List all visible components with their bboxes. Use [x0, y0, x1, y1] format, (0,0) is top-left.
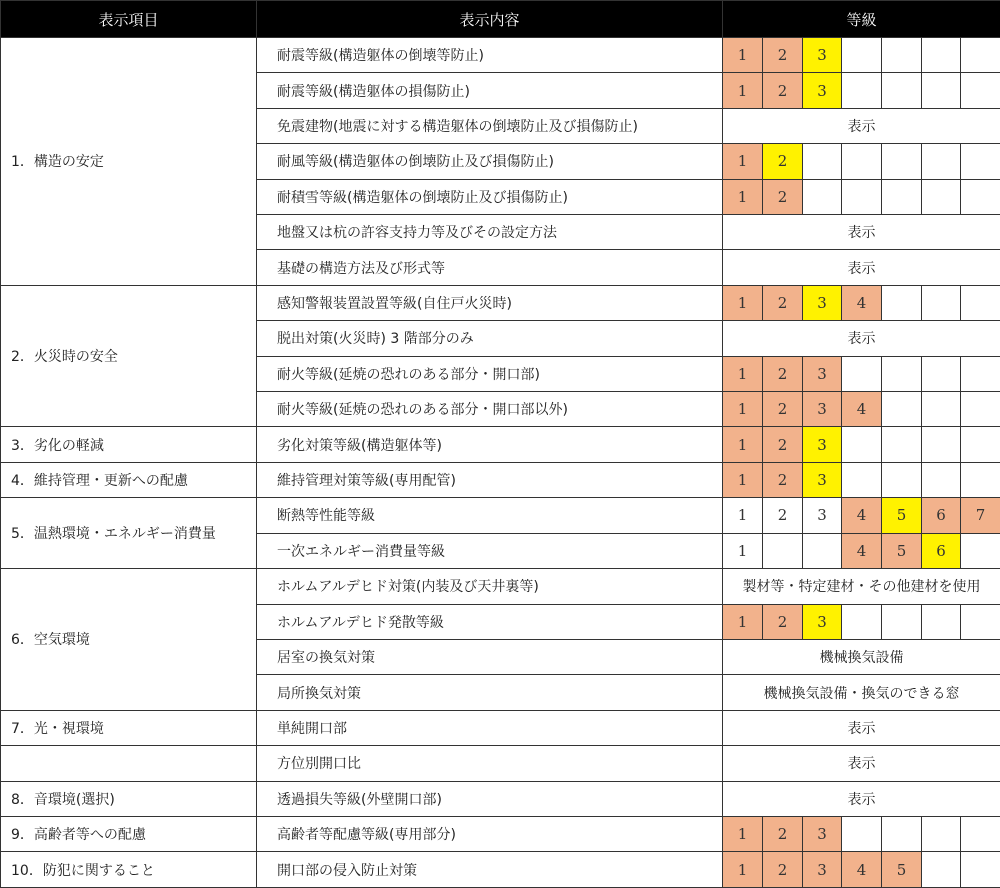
grade-cell-3: 3	[803, 427, 842, 462]
category-label: 10．防犯に関すること	[11, 862, 155, 879]
grade-cell-1: 1	[723, 816, 763, 851]
grade-cell-5	[882, 462, 922, 497]
content-cell: 耐火等級(延焼の恐れのある部分・開口部以外)	[257, 392, 723, 427]
grade-cell-4: 4	[842, 392, 882, 427]
grade-cell-5: 5	[882, 498, 922, 533]
grade-cell-5	[882, 816, 922, 851]
category-cell	[1, 746, 257, 781]
grade-cell-1: 1	[723, 38, 763, 73]
display-cell: 機械換気設備	[723, 639, 1000, 674]
content-cell: 脱出対策(火災時) 3 階部分のみ	[257, 321, 723, 356]
grade-cell-6	[922, 852, 961, 888]
grade-cell-6	[922, 604, 961, 639]
display-cell: 表示	[723, 746, 1000, 781]
category-label: 4．維持管理・更新への配慮	[11, 473, 188, 490]
grade-cell-1: 1	[723, 392, 763, 427]
grade-cell-7	[961, 852, 1000, 888]
display-cell: 機械換気設備・換気のできる窓	[723, 675, 1000, 710]
table-row	[1, 816, 1000, 851]
grade-cell-1: 1	[723, 144, 763, 179]
grade-cell-7	[961, 285, 1000, 320]
grade-cell-6	[922, 285, 961, 320]
category-label: 6．空気環境	[11, 632, 90, 649]
grade-cell-2: 2	[763, 144, 803, 179]
grade-cell-6	[922, 816, 961, 851]
grade-cell-4	[842, 462, 882, 497]
grade-cell-6	[922, 462, 961, 497]
grade-cell-5	[882, 179, 922, 214]
grade-cell-5	[882, 427, 922, 462]
grade-cell-6	[922, 38, 961, 73]
content-cell: 基礎の構造方法及び形式等	[257, 250, 723, 285]
grade-cell-7	[961, 533, 1000, 568]
header-content: 表示内容	[257, 1, 723, 38]
grade-cell-3: 3	[803, 604, 842, 639]
table-row	[1, 38, 1000, 73]
grade-cell-2: 2	[763, 356, 803, 391]
grade-cell-5	[882, 285, 922, 320]
grade-cell-2: 2	[763, 73, 803, 108]
content-cell: 方位別開口比	[257, 746, 723, 781]
grade-cell-6	[922, 427, 961, 462]
grade-cell-5	[882, 392, 922, 427]
content-cell: 開口部の侵入防止対策	[257, 852, 723, 888]
grade-cell-4	[842, 144, 882, 179]
table-row	[1, 285, 1000, 320]
display-cell: 表示	[723, 710, 1000, 745]
table-row	[1, 569, 1000, 604]
grade-cell-1: 1	[723, 852, 763, 888]
content-cell: 局所換気対策	[257, 675, 723, 710]
content-cell: 地盤又は杭の許容支持力等及びその設定方法	[257, 215, 723, 250]
grade-cell-5	[882, 356, 922, 391]
grade-cell-1: 1	[723, 73, 763, 108]
content-cell: 耐積雪等級(構造躯体の倒壊防止及び損傷防止)	[257, 179, 723, 214]
grade-cell-4: 4	[842, 498, 882, 533]
table-row	[1, 498, 1000, 533]
table-row	[1, 746, 1000, 781]
content-cell: 免震建物(地震に対する構造躯体の倒壊防止及び損傷防止)	[257, 108, 723, 143]
grade-cell-3: 3	[803, 38, 842, 73]
grade-cell-1: 1	[723, 604, 763, 639]
header-row	[1, 1, 1000, 38]
content-cell: 居室の換気対策	[257, 639, 723, 674]
grade-cell-6	[922, 392, 961, 427]
grade-cell-1: 1	[723, 356, 763, 391]
category-cell	[1, 498, 257, 569]
category-cell	[1, 427, 257, 462]
category-cell	[1, 852, 257, 888]
grade-cell-4	[842, 73, 882, 108]
header-grade: 等級	[723, 1, 1000, 38]
table-row	[1, 427, 1000, 462]
grade-cell-2: 2	[763, 38, 803, 73]
grade-cell-3: 3	[803, 462, 842, 497]
grade-cell-1: 1	[723, 462, 763, 497]
table-row	[1, 710, 1000, 745]
content-cell: 耐震等級(構造躯体の倒壊等防止)	[257, 38, 723, 73]
category-cell	[1, 816, 257, 851]
category-label: 9．高齢者等への配慮	[11, 827, 146, 844]
grade-cell-4: 4	[842, 533, 882, 568]
grade-cell-6	[922, 179, 961, 214]
grade-cell-5: 5	[882, 852, 922, 888]
display-cell: 表示	[723, 215, 1000, 250]
display-cell: 表示	[723, 108, 1000, 143]
grade-cell-2: 2	[763, 462, 803, 497]
content-cell: 維持管理対策等級(専用配管)	[257, 462, 723, 497]
table-row	[1, 781, 1000, 816]
table-body	[1, 38, 1000, 888]
grade-cell-2: 2	[763, 179, 803, 214]
grade-cell-7	[961, 427, 1000, 462]
content-cell: 一次エネルギー消費量等級	[257, 533, 723, 568]
grade-cell-7	[961, 816, 1000, 851]
category-label: 1．構造の安定	[11, 154, 104, 171]
grade-cell-2: 2	[763, 816, 803, 851]
content-cell: 高齢者等配慮等級(専用部分)	[257, 816, 723, 851]
grade-cell-3: 3	[803, 73, 842, 108]
table-row	[1, 462, 1000, 497]
grade-cell-2: 2	[763, 392, 803, 427]
grade-cell-4: 4	[842, 852, 882, 888]
category-cell	[1, 781, 257, 816]
grade-cell-1: 1	[723, 427, 763, 462]
content-cell: 耐震等級(構造躯体の損傷防止)	[257, 73, 723, 108]
grade-cell-6: 6	[922, 533, 961, 568]
grade-cell-4	[842, 816, 882, 851]
category-label: 8．音環境(選択)	[11, 791, 115, 808]
grade-cell-3: 3	[803, 392, 842, 427]
grade-cell-7	[961, 73, 1000, 108]
grade-cell-5	[882, 144, 922, 179]
grade-cell-3: 3	[803, 356, 842, 391]
grade-cell-2: 2	[763, 285, 803, 320]
grade-cell-6	[922, 356, 961, 391]
content-cell: 断熱等性能等級	[257, 498, 723, 533]
grade-cell-6	[922, 73, 961, 108]
display-cell: 製材等・特定建材・その他建材を使用	[723, 569, 1000, 604]
grade-cell-7	[961, 356, 1000, 391]
grade-cell-5	[882, 604, 922, 639]
grade-cell-1: 1	[723, 285, 763, 320]
content-cell: 透過損失等級(外壁開口部)	[257, 781, 723, 816]
display-cell: 表示	[723, 781, 1000, 816]
content-cell: 耐風等級(構造躯体の倒壊防止及び損傷防止)	[257, 144, 723, 179]
table-row	[1, 852, 1000, 888]
display-cell: 表示	[723, 250, 1000, 285]
grade-cell-3	[803, 144, 842, 179]
grade-cell-1: 1	[723, 179, 763, 214]
grade-cell-7	[961, 179, 1000, 214]
content-cell: 単純開口部	[257, 710, 723, 745]
content-cell: 耐火等級(延焼の恐れのある部分・開口部)	[257, 356, 723, 391]
grade-cell-4	[842, 356, 882, 391]
grade-cell-4	[842, 604, 882, 639]
grade-cell-7: 7	[961, 498, 1000, 533]
category-cell	[1, 569, 257, 711]
grade-cell-4	[842, 38, 882, 73]
grade-cell-4	[842, 179, 882, 214]
category-label: 5．温熱環境・エネルギー消費量	[11, 526, 216, 543]
grade-cell-2: 2	[763, 604, 803, 639]
grade-cell-5	[882, 73, 922, 108]
content-cell: 感知警報装置設置等級(自住戸火災時)	[257, 285, 723, 320]
grade-cell-4	[842, 427, 882, 462]
grade-cell-5	[882, 38, 922, 73]
display-cell: 表示	[723, 321, 1000, 356]
category-cell	[1, 285, 257, 427]
grade-cell-3	[803, 179, 842, 214]
grade-cell-5: 5	[882, 533, 922, 568]
grade-cell-2	[763, 533, 803, 568]
grade-cell-1: 1	[723, 498, 763, 533]
grade-cell-7	[961, 392, 1000, 427]
category-cell	[1, 462, 257, 497]
category-label: 2．火災時の安全	[11, 349, 118, 366]
grade-cell-6: 6	[922, 498, 961, 533]
grade-cell-3: 3	[803, 816, 842, 851]
grade-cell-6	[922, 144, 961, 179]
grade-cell-4: 4	[842, 285, 882, 320]
grade-cell-7	[961, 144, 1000, 179]
content-cell: ホルムアルデヒド対策(内装及び天井裏等)	[257, 569, 723, 604]
content-cell: 劣化対策等級(構造躯体等)	[257, 427, 723, 462]
grade-cell-3: 3	[803, 285, 842, 320]
grade-cell-3	[803, 533, 842, 568]
category-cell	[1, 710, 257, 745]
grade-cell-7	[961, 604, 1000, 639]
grade-cell-3: 3	[803, 852, 842, 888]
category-label: 3．劣化の軽減	[11, 437, 104, 454]
grade-cell-2: 2	[763, 852, 803, 888]
grade-cell-7	[961, 38, 1000, 73]
grade-cell-3: 3	[803, 498, 842, 533]
grade-cell-1: 1	[723, 533, 763, 568]
grade-cell-2: 2	[763, 427, 803, 462]
category-cell	[1, 38, 257, 286]
grade-cell-2: 2	[763, 498, 803, 533]
content-cell: ホルムアルデヒド発散等級	[257, 604, 723, 639]
category-label: 7．光・視環境	[11, 720, 104, 737]
header-item: 表示項目	[1, 1, 257, 38]
grade-cell-7	[961, 462, 1000, 497]
